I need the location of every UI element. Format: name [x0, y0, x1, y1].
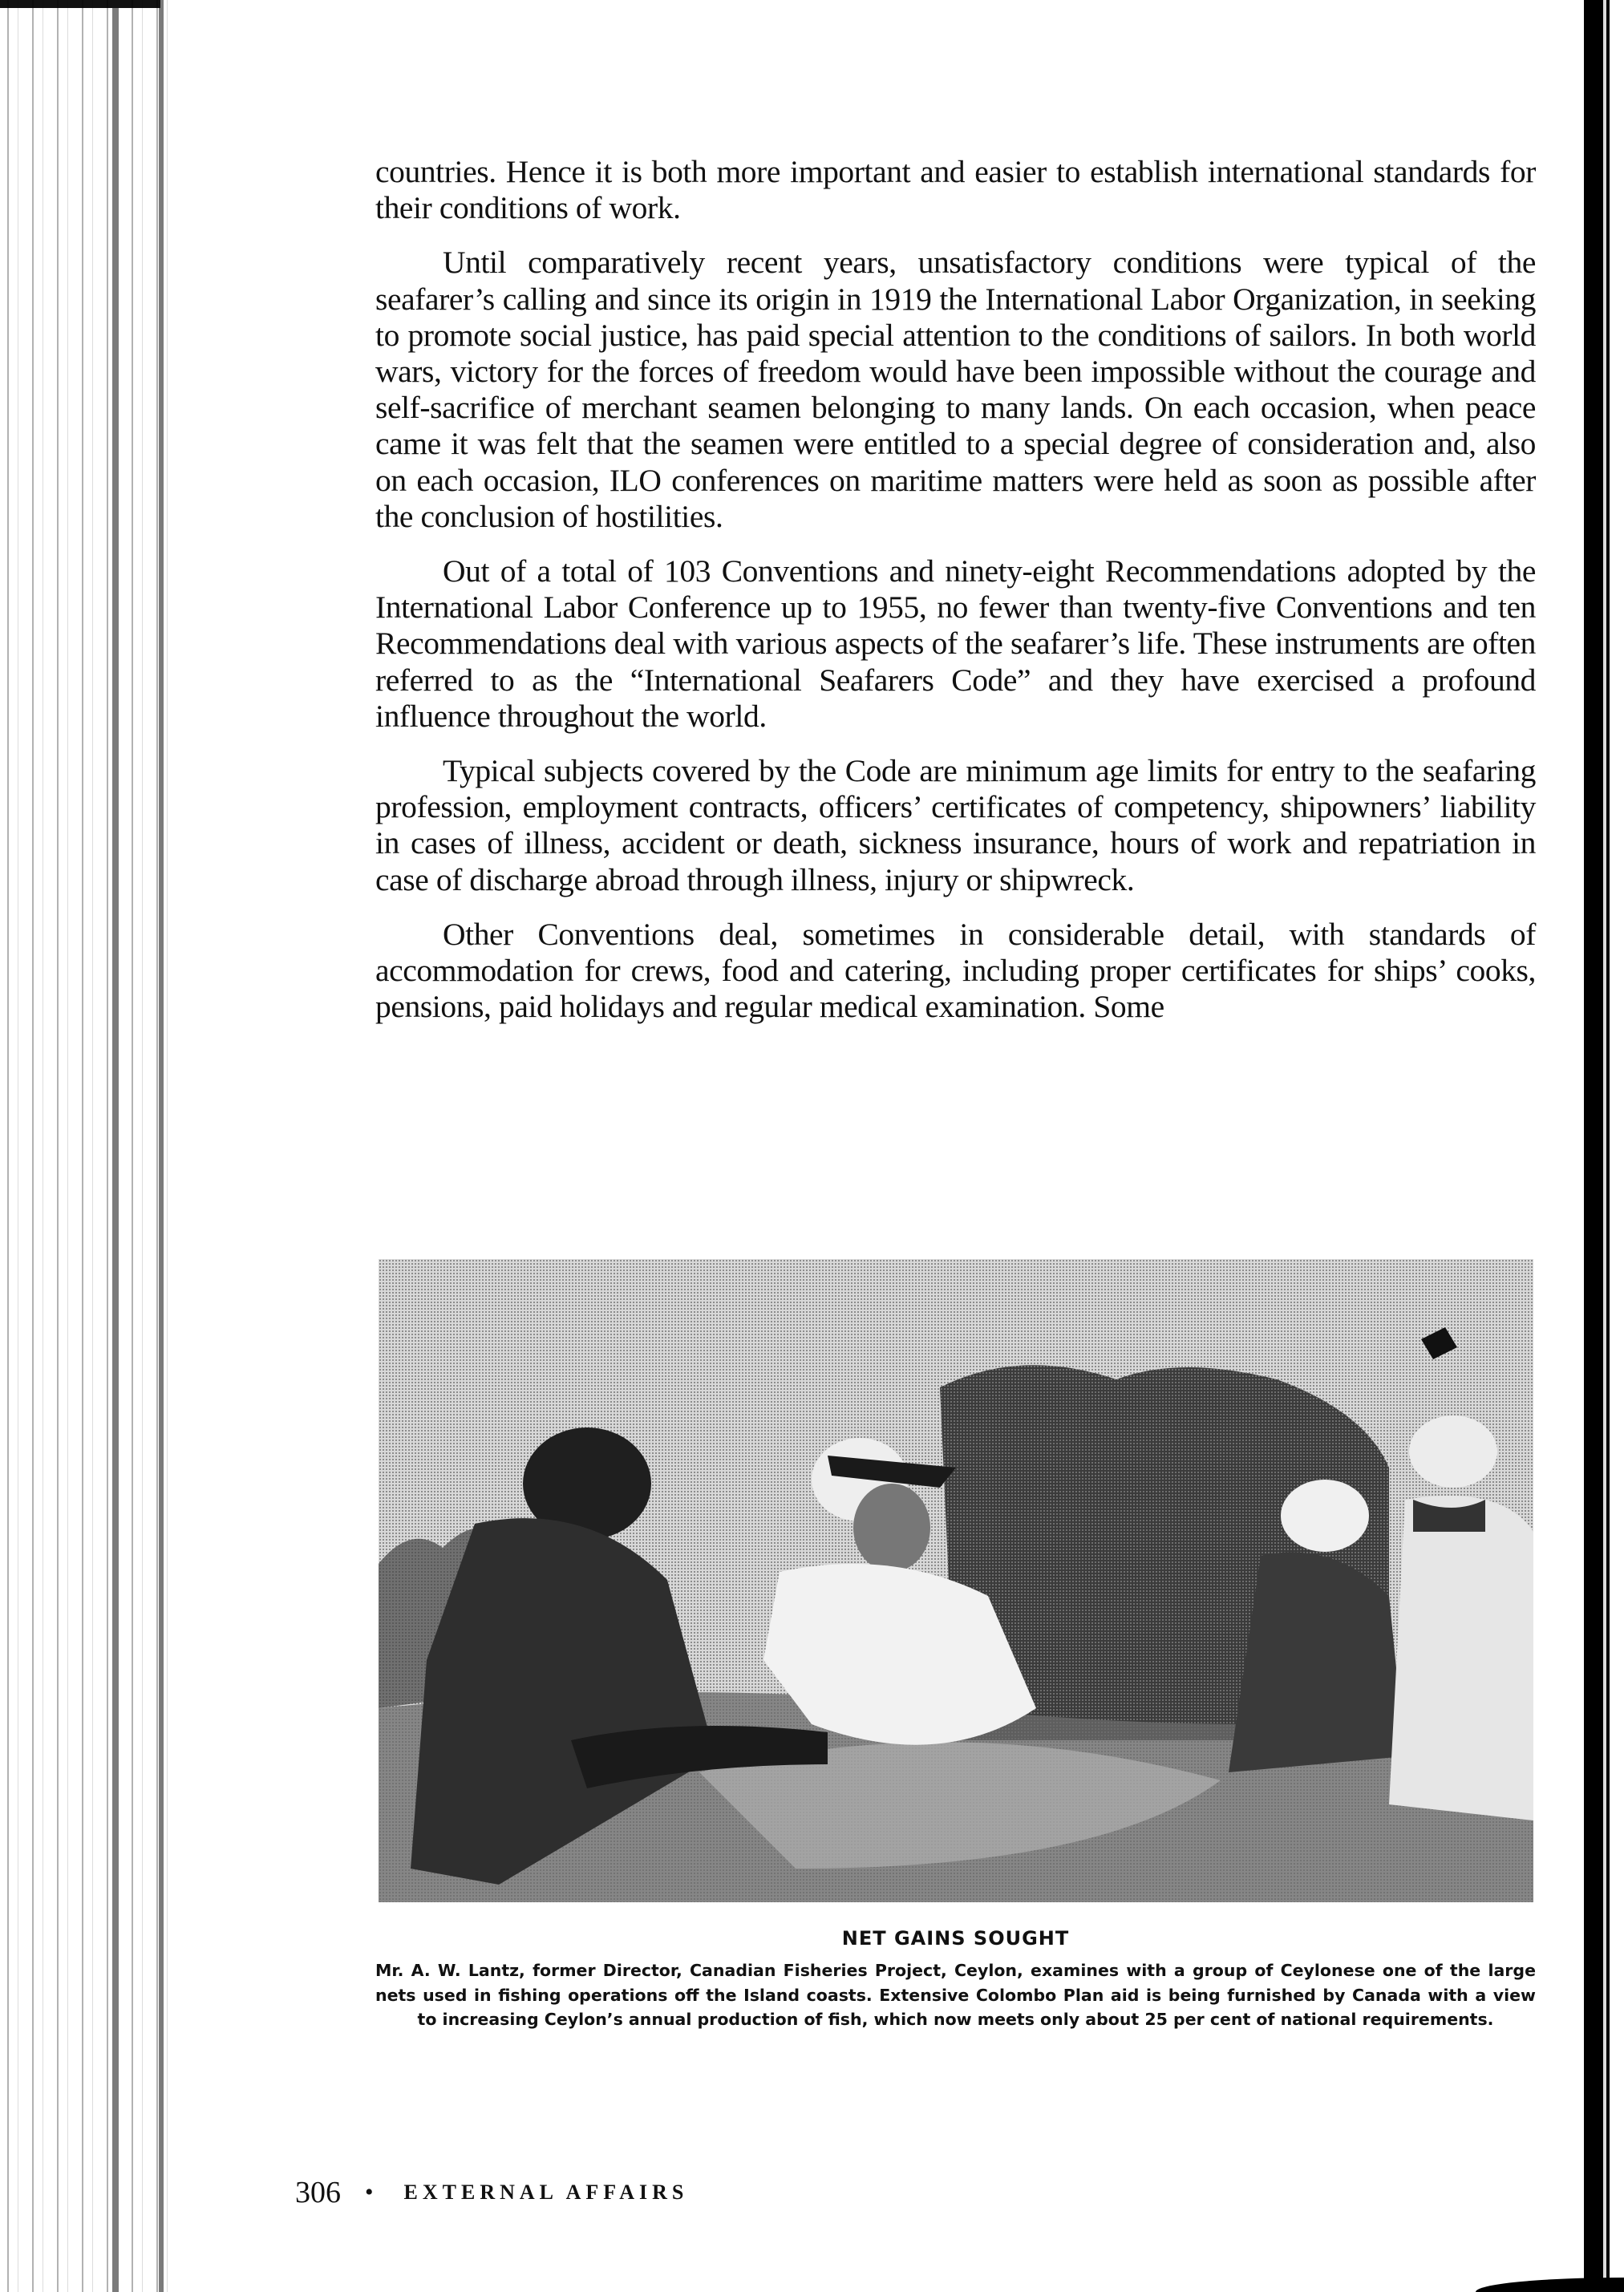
- binding-edge: [1584, 0, 1613, 2279]
- halftone-photo: [379, 1259, 1533, 1902]
- bullet-separator-icon: •: [365, 2179, 374, 2205]
- photo-illustration: [379, 1259, 1533, 1902]
- paragraph-4: Typical subjects covered by the Code are minimum age limits for entry to the seafaring profession, employment contracts, officers’ certificates of competency, shipowners’ liability in cases of illness, accident or death, sickness insurance, hours of work and repatriation in case of discharge abroad through illness, injury or shipwreck.: [375, 753, 1536, 897]
- page-curl: [1476, 2278, 1624, 2292]
- paragraph-3: Out of a total of 103 Conventions and ninety-eight Recommendations adopted by the International Labor Conference up to 1955, no fewer than twenty-five Conventions and ten Recommendations deal with various aspects of the seafarer’s life. These instruments are often referred to as the “International Seafarers Code” and they have exercised a profound influence throughout the world.: [375, 553, 1536, 734]
- article-body: [375, 154, 1536, 1025]
- caption-text: Mr. A. W. Lantz, former Director, Canadian Fisheries Project, Ceylon, examines with a group of Ceylonese one of the large nets used in fishing operations off the Island coasts. Extensive Colombo Plan aid is being furnished by Canada with a view to increasing Ceylon’s annual production of fish, which now meets only about 25 per cent of national requirements.: [375, 1961, 1536, 2029]
- journal-title: EXTERNAL AFFAIRS: [403, 2181, 689, 2204]
- paragraph-5: Other Conventions deal, sometimes in considerable detail, with standards of accommodation for crews, food and catering, including proper certificates for ships’ cooks, pensions, paid holidays and regular medical examination. Some: [375, 916, 1536, 1025]
- page-stack-edge: [0, 0, 168, 2292]
- caption-title: NET GAINS SOUGHT: [841, 1927, 1070, 1950]
- page-number: 306: [295, 2176, 341, 2209]
- page-footer: [295, 2175, 688, 2210]
- paragraph-2: Until comparatively recent years, unsatisfactory conditions were typical of the seafarer’s calling and since its origin in 1919 the International Labor Organization, in seeking to promote social justice, has paid special attention to the conditions of sailors. In both world wars, victory for the forces of freedom would have been impossible without the courage and self-sacrifice of merchant seamen belonging to many lands. On each occasion, when peace came it was felt that the seamen were entitled to a special degree of consideration and, also on each occasion, ILO conferences on maritime matters were held as soon as possible after the conclusion of hostilities.: [375, 245, 1536, 534]
- paragraph-1: countries. Hence it is both more important and easier to establish international standards for their conditions of work.: [375, 154, 1536, 226]
